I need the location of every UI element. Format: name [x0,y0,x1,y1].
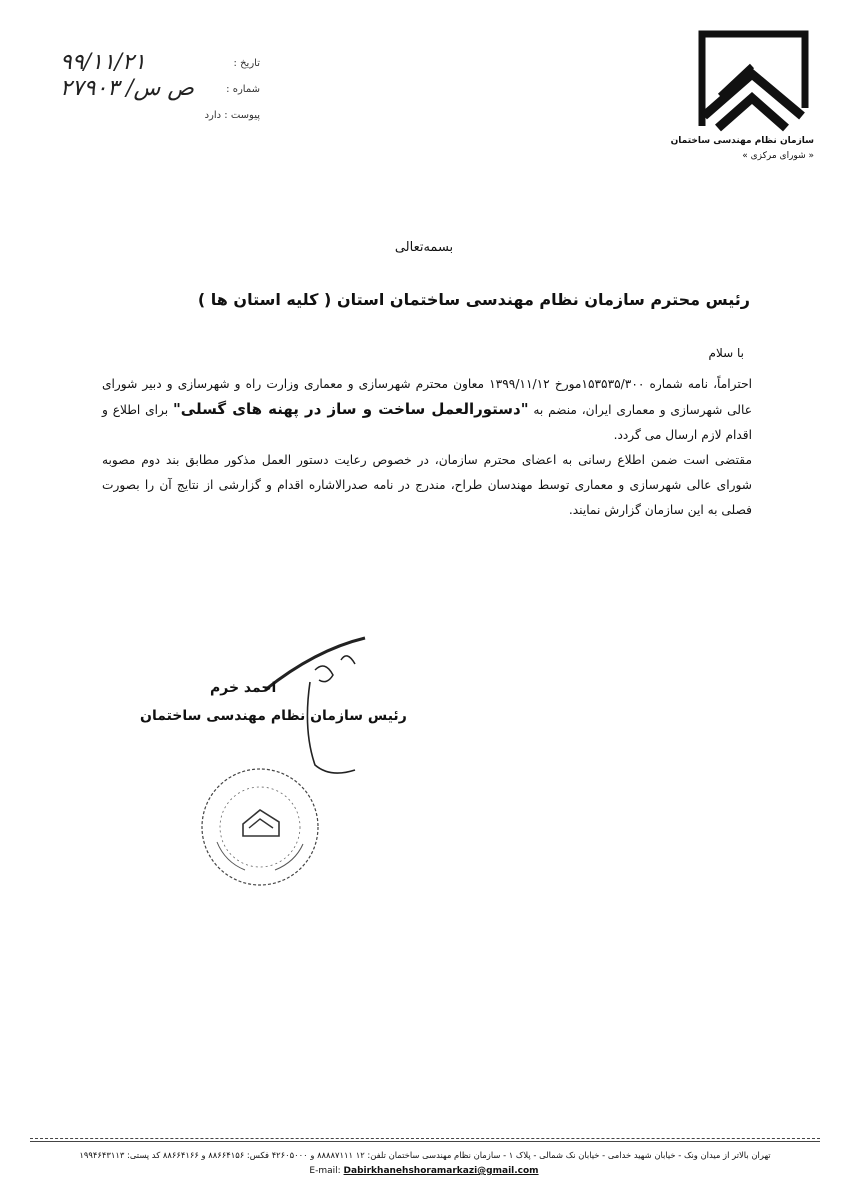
email-link[interactable]: Dabirkhanehshoramarkazi@gmail.com [343,1166,539,1176]
paragraph-1-text-a: احتراماً، نامه شماره ۱۵۳۵۳۵/۳۰۰مورخ ۱۳۹۹/۱۱/۱۲ معاون محترم شهرسازی و معماری وزارت راه و شهرسازی و دبیر شورای عالی شهرسازی و معماری ایران، منضم به [102,377,752,417]
handwritten-signature [255,630,375,780]
paragraph-1 [102,372,752,448]
number-row [60,76,260,102]
salutation: با سلام [708,346,744,360]
number-value: ص س/ ۲۷۹۰۳ [60,76,194,101]
besm-heading: بسمه‌تعالی [394,240,454,255]
signatory-title: رئیس سازمان نظام مهندسی ساختمان [140,708,407,724]
date-value: ۹۹/۱۱/۲۱ [60,50,146,75]
email-label: E-mail: [309,1166,341,1176]
date-label: تاریخ : [233,58,260,69]
signatory-name: احمد خرم [210,680,277,696]
signature-icon [255,630,375,780]
official-stamp [195,762,325,892]
letter-meta [60,50,260,128]
stamp-seal-icon [195,762,325,892]
footer-divider-dashed [30,1138,820,1139]
footer-divider [30,1141,820,1142]
paragraph-2: مقتضی است ضمن اطلاع رسانی به اعضای محترم سازمان، در خصوص رعایت دستور العمل مذکور مطابق بند دوم مصوبه شورای عالی شهرسازی و معماری توسط مهندسان طراح، مندرج در نامه صدرالاشاره اقدام و گزارشی از نتایج آن را بصورت فصلی به این سازمان گزارش نمایند. [102,453,752,517]
paragraph-1-text-b: برای اطلاع و اقدام لازم ارسال می گردد. [102,403,752,442]
building-logo-icon [690,26,820,138]
footer-email-line [0,1166,848,1176]
number-label: شماره : [226,84,260,95]
footer-address: تهران بالاتر از میدان ونک - خیابان شهید خدامی - خیابان نک شمالی - پلاک ۱ - سازمان نظام مهندسی ساختمان تلفن: ۱۲ ۸۸۸۸۷۱۱۱ و ۴۲۶۰۵۰۰۰ فکس: ۸۸۶۶۴۱۵۶ و ۸۸۶۶۴۱۶۶ کد پستی: ۱۹۹۴۶۴۳۱۱۳ [79,1150,771,1160]
attachment-label: پیوست : دارد [204,110,260,121]
guideline-title: "دستورالعمل ساخت و ساز در پهنه های گسلی" [172,400,529,418]
organization-subtitle: « شورای مرکزی » [742,151,814,161]
recipient-heading: رئیس محترم سازمان نظام مهندسی ساختمان استان ( کلیه استان ها ) [197,290,750,309]
date-row [60,50,260,76]
organization-name: سازمان نظام مهندسی ساختمان [670,136,814,146]
letter-body [102,372,752,523]
attachment-row [60,102,260,128]
